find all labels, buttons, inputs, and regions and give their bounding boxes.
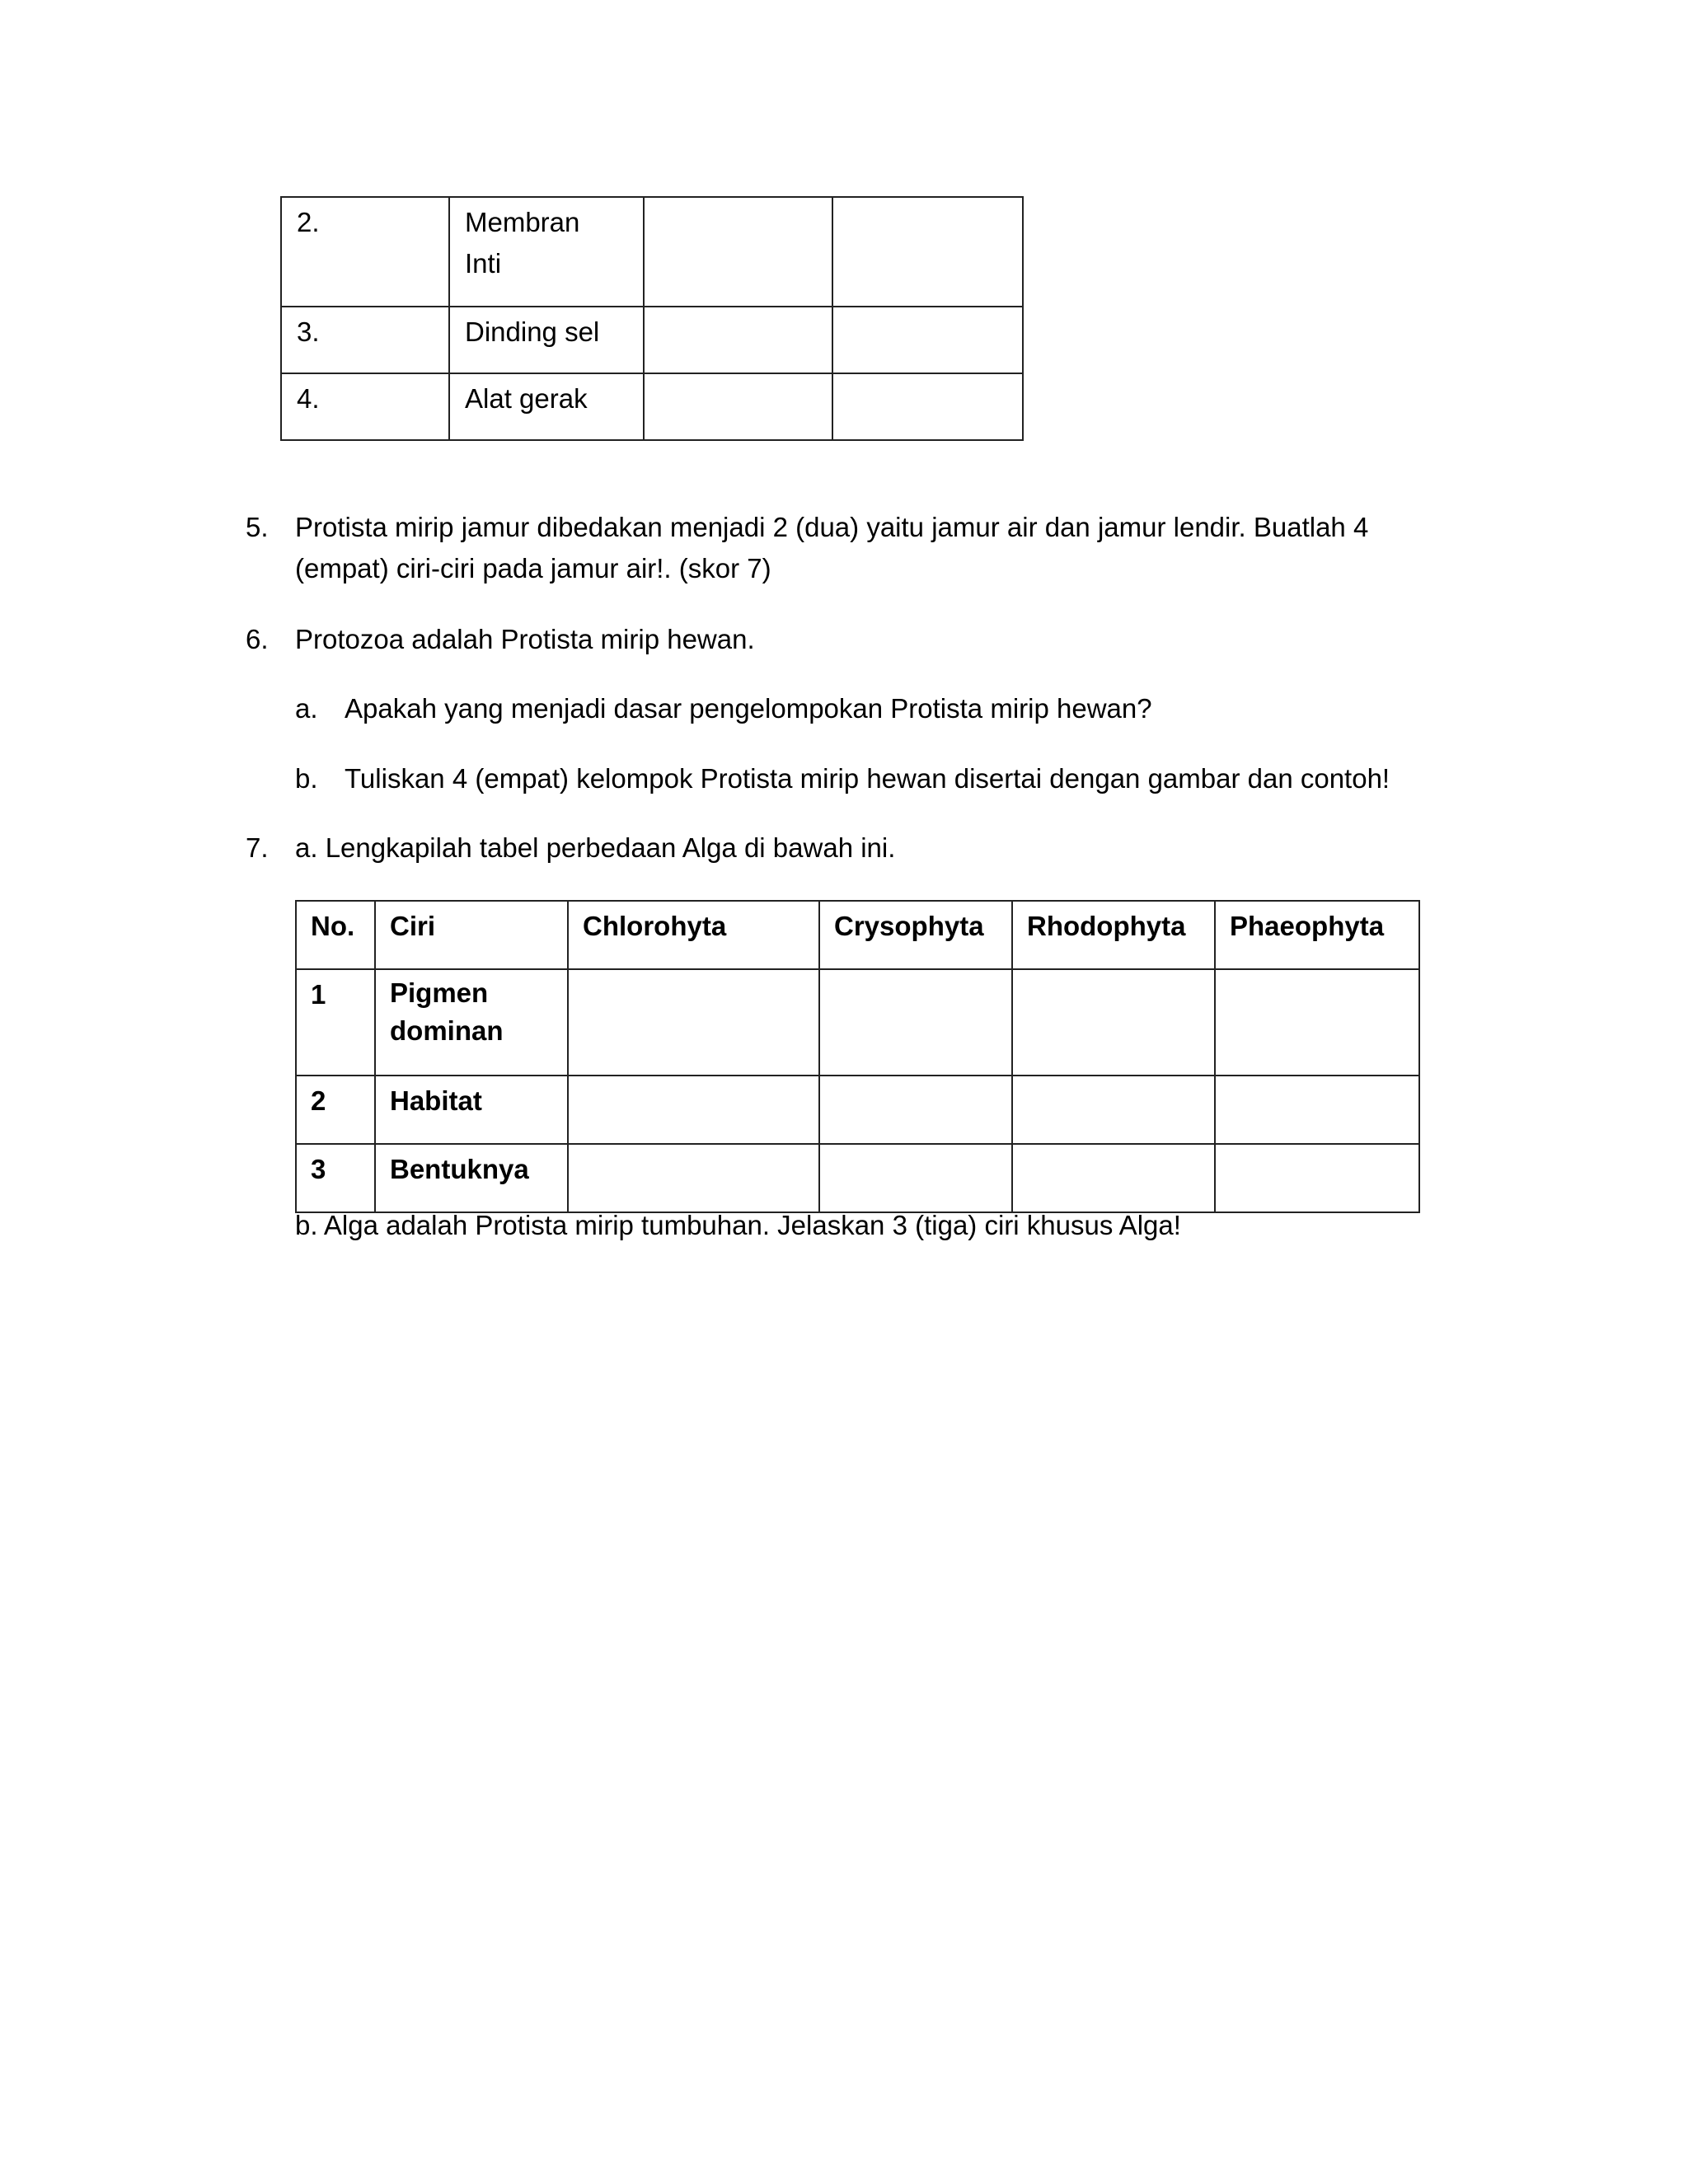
answer-cell[interactable] bbox=[1012, 1076, 1215, 1144]
row-number: 1 bbox=[296, 969, 375, 1076]
row-number: 4. bbox=[281, 373, 449, 440]
row-feature: Bentuknya bbox=[375, 1144, 568, 1212]
answer-cell[interactable] bbox=[568, 1076, 819, 1144]
answer-cell[interactable] bbox=[568, 969, 819, 1076]
answer-cell[interactable] bbox=[832, 197, 1023, 307]
header-rhodophyta: Rhodophyta bbox=[1012, 901, 1215, 969]
header-ciri: Ciri bbox=[375, 901, 568, 969]
row-number: 3 bbox=[296, 1144, 375, 1212]
row-number: 3. bbox=[281, 307, 449, 373]
answer-cell[interactable] bbox=[1215, 1144, 1419, 1212]
table-row bbox=[296, 1144, 1419, 1212]
feature-label: Membran Inti bbox=[465, 207, 580, 279]
question-5-text-line2: (empat) ciri-ciri pada jamur air!. (skor 7) bbox=[295, 553, 771, 583]
question-6a-text: Apakah yang menjadi dasar pengelompokan Protista mirip hewan? bbox=[345, 693, 1152, 724]
header-phaeophyta: Phaeophyta bbox=[1215, 901, 1419, 969]
question-6-text: Protozoa adalah Protista mirip hewan. bbox=[295, 624, 755, 654]
answer-cell[interactable] bbox=[644, 197, 832, 307]
answer-cell[interactable] bbox=[832, 373, 1023, 440]
question-7-number: 7. bbox=[246, 832, 269, 863]
question-6-number: 6. bbox=[246, 624, 269, 654]
row-feature bbox=[375, 969, 568, 1076]
row-number: 2. bbox=[281, 197, 449, 307]
table-row bbox=[281, 373, 1023, 440]
answer-cell[interactable] bbox=[568, 1144, 819, 1212]
header-chlorohyta: Chlorohyta bbox=[568, 901, 819, 969]
question-6b-label: b. bbox=[295, 763, 318, 794]
table-row bbox=[296, 969, 1419, 1076]
answer-cell[interactable] bbox=[644, 307, 832, 373]
header-no: No. bbox=[296, 901, 375, 969]
row-feature: Dinding sel bbox=[449, 307, 644, 373]
cell-comparison-table bbox=[280, 196, 1024, 441]
table-row bbox=[281, 197, 1023, 307]
header-crysophyta: Crysophyta bbox=[819, 901, 1012, 969]
answer-cell[interactable] bbox=[832, 307, 1023, 373]
answer-cell[interactable] bbox=[819, 969, 1012, 1076]
question-5-text-line1: Protista mirip jamur dibedakan menjadi 2 (dua) yaitu jamur air dan jamur lendir. Buatlah 4 bbox=[295, 512, 1369, 542]
answer-cell[interactable] bbox=[1012, 969, 1215, 1076]
question-5-number: 5. bbox=[246, 512, 269, 542]
feature-label: Pigmen dominan bbox=[390, 977, 504, 1046]
question-6a-label: a. bbox=[295, 693, 318, 724]
question-7b-text: b. Alga adalah Protista mirip tumbuhan. Jelaskan 3 (tiga) ciri khusus Alga! bbox=[295, 1210, 1181, 1240]
row-feature: Habitat bbox=[375, 1076, 568, 1144]
algae-comparison-table bbox=[295, 900, 1420, 1213]
table-row bbox=[281, 307, 1023, 373]
question-7a-text: a. Lengkapilah tabel perbedaan Alga di bawah ini. bbox=[295, 832, 896, 863]
answer-cell[interactable] bbox=[1012, 1144, 1215, 1212]
answer-cell[interactable] bbox=[644, 373, 832, 440]
table-header-row bbox=[296, 901, 1419, 969]
answer-cell[interactable] bbox=[1215, 969, 1419, 1076]
row-feature bbox=[449, 197, 644, 307]
row-number: 2 bbox=[296, 1076, 375, 1144]
question-6b-text: Tuliskan 4 (empat) kelompok Protista mirip hewan disertai dengan gambar dan contoh! bbox=[345, 763, 1390, 794]
row-feature: Alat gerak bbox=[449, 373, 644, 440]
table-row bbox=[296, 1076, 1419, 1144]
answer-cell[interactable] bbox=[1215, 1076, 1419, 1144]
answer-cell[interactable] bbox=[819, 1076, 1012, 1144]
answer-cell[interactable] bbox=[819, 1144, 1012, 1212]
